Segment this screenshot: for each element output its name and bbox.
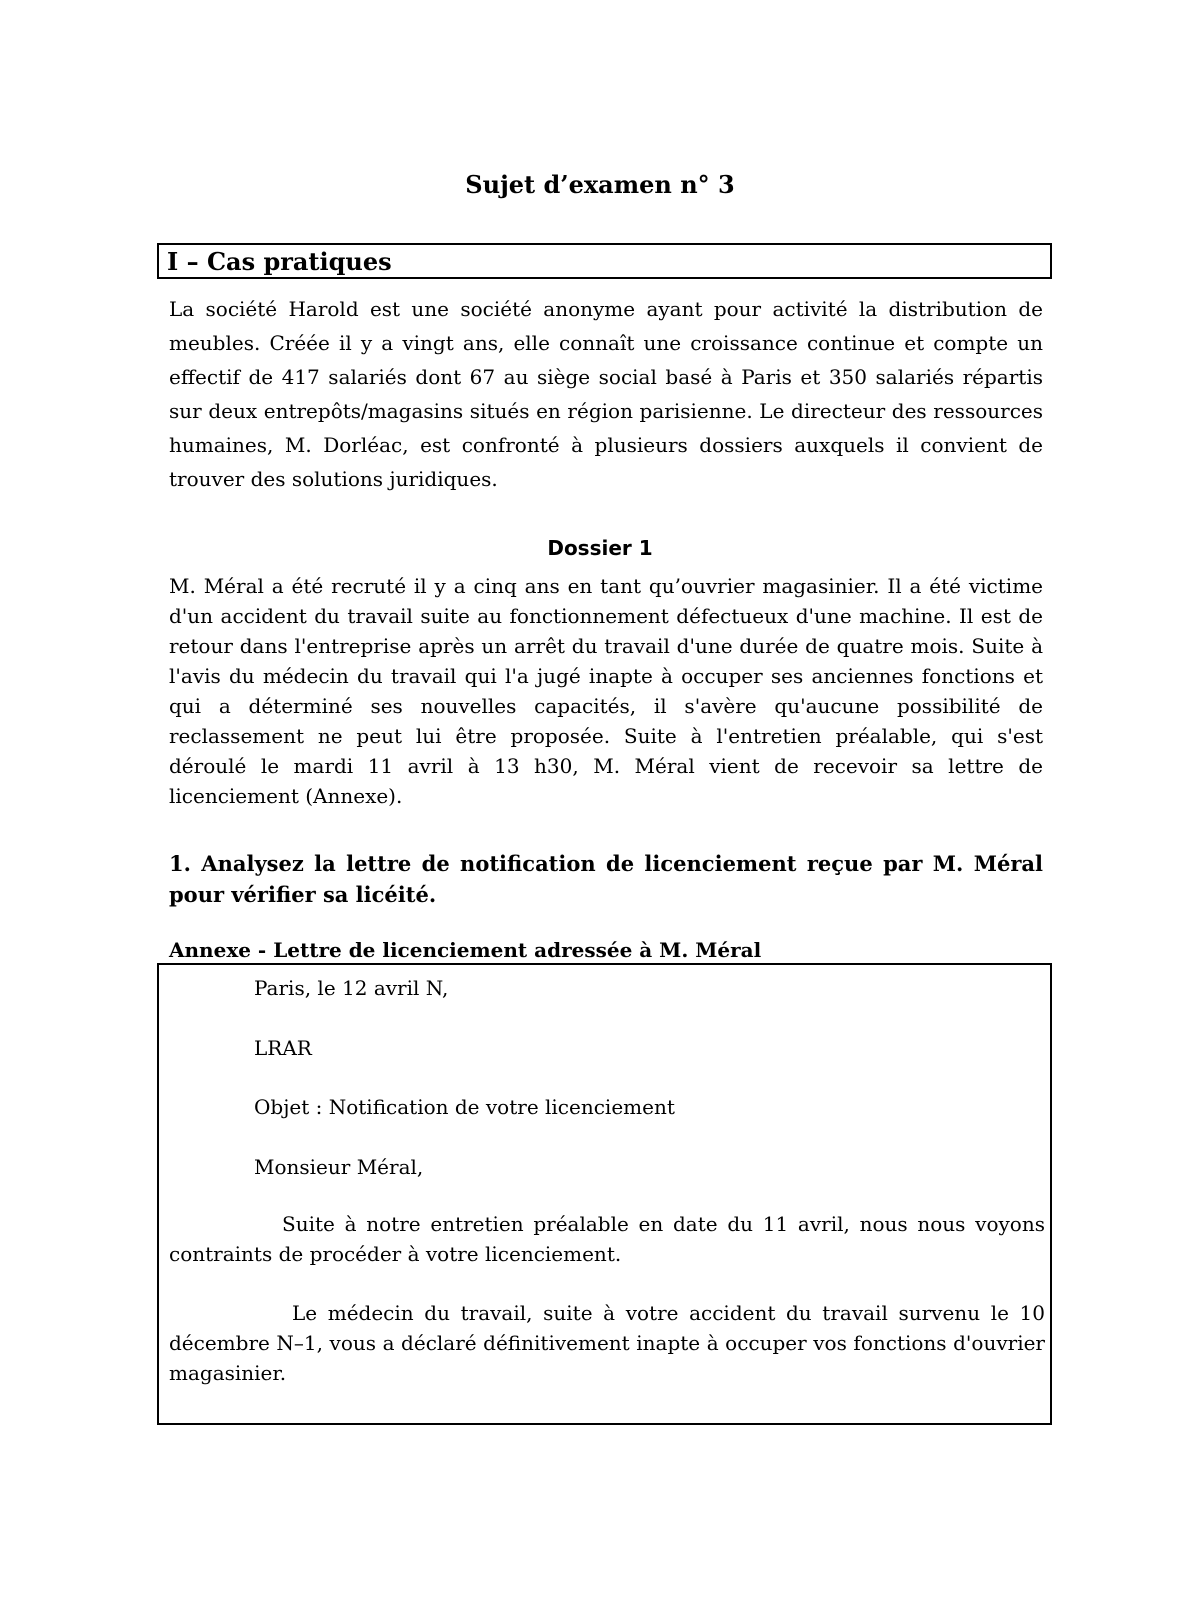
letter-salutation: Monsieur Méral, xyxy=(254,1155,424,1179)
dossier-title: Dossier 1 xyxy=(547,536,653,560)
page-title: Sujet d’examen n° 3 xyxy=(465,170,735,199)
annex-title: Annexe - Lettre de licenciement adressée à M. Méral xyxy=(169,938,762,962)
dossier-paragraph: M. Méral a été recruté il y a cinq ans en tant qu’ouvrier magasinier. Il a été victime d'un accident du travail suite au fonctionnement défectueux d'une machine. Il est de retour dans l'entreprise après un arrêt du travail d'une durée de quatre mois. Suite à l'avis du médecin du travail qui l'a jugé inapte à occuper ses anciennes fonctions et qui a déterminé ses nouvelles capacités, il s'avère qu'aucune possibilité de reclassement ne peut lui être proposée. Suite à l'entretien préalable, qui s'est déroulé le mardi 11 avril à 13 h30, M. Méral vient de recevoir sa lettre de licenciement (Annexe). xyxy=(169,574,1043,808)
letter-subject: Objet : Notification de votre licenciement xyxy=(254,1095,675,1119)
letter-paragraph-2: Le médecin du travail, suite à votre accident du travail survenu le 10 décembre N–1, vous a déclaré définitivement inapte à occuper vos fonctions d'ouvrier magasinier. xyxy=(169,1301,1045,1385)
letter-mode: LRAR xyxy=(254,1036,312,1060)
letter-date: Paris, le 12 avril N, xyxy=(254,976,449,1000)
question-1: 1. Analysez la lettre de notification de licenciement reçue par M. Méral pour vérifier sa licéité. xyxy=(169,851,1043,907)
letter-paragraph-1: Suite à notre entretien préalable en date du 11 avril, nous nous voyons contraints de procéder à votre licenciement. xyxy=(169,1212,1045,1266)
intro-paragraph: La société Harold est une société anonyme ayant pour activité la distribution de meubles. Créée il y a vingt ans, elle connaît une croissance continue et compte un effectif de 417 salariés dont 67 au siège social basé à Paris et 350 salariés répartis sur deux entrepôts/magasins situés en région parisienne. Le directeur des ressources humaines, M. Dorléac, est confronté à plusieurs dossiers auxquels il convient de trouver des solutions juridiques. xyxy=(169,297,1043,491)
section-heading-box xyxy=(157,243,1052,279)
letter-box xyxy=(157,963,1052,1425)
section-heading: I – Cas pratiques xyxy=(167,247,392,276)
